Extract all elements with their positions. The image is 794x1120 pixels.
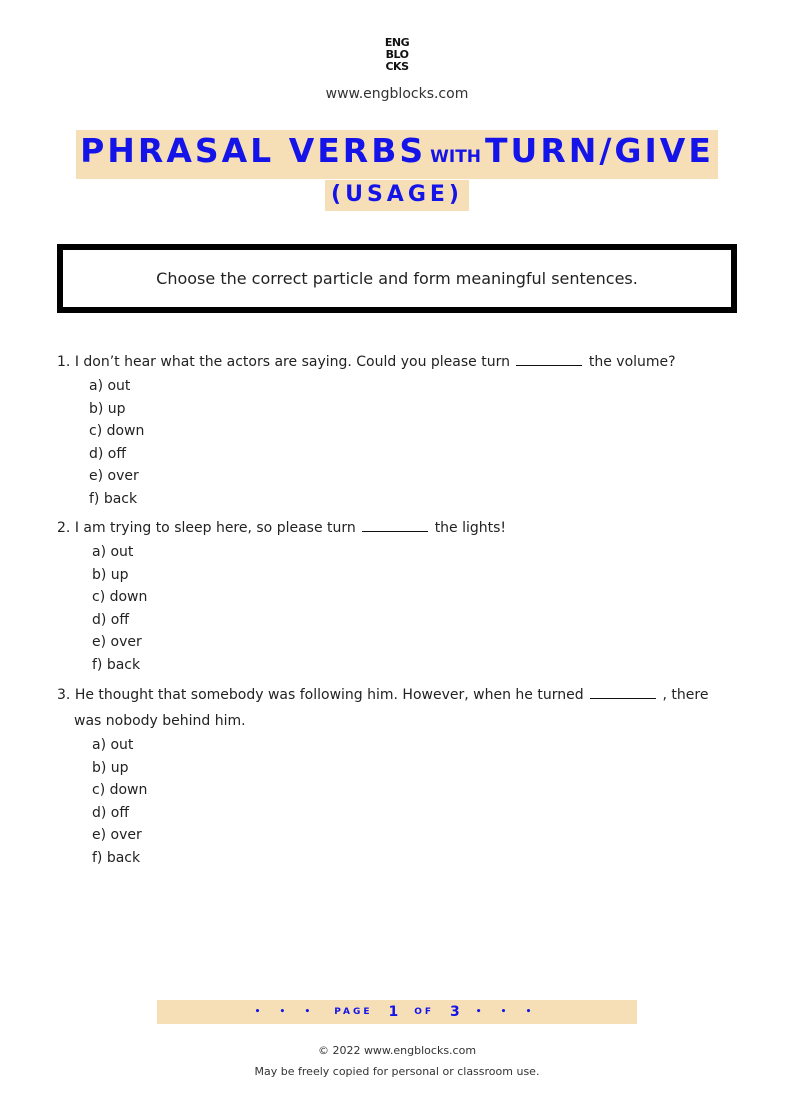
question-text — [57, 684, 747, 706]
options-list — [92, 734, 747, 870]
title-part2: TURN/GIVE — [485, 131, 714, 170]
footer-copyright: © 2022 www.engblocks.com — [317, 1044, 477, 1057]
option-e[interactable]: e) over — [92, 827, 142, 844]
option-d[interactable]: d) off — [89, 445, 127, 462]
question-text — [57, 517, 747, 539]
option-e[interactable]: e) over — [89, 468, 139, 485]
question-continuation: was nobody behind him. — [74, 713, 246, 729]
question-number: 2. — [57, 520, 71, 536]
option-e[interactable]: e) over — [92, 634, 142, 651]
logo-line: CKS — [385, 60, 409, 73]
title-with: WITH — [430, 147, 482, 167]
option-b[interactable]: b) up — [92, 566, 129, 583]
option-f[interactable]: f) back — [92, 849, 141, 866]
title-part1: PHRASAL VERBS — [80, 131, 427, 170]
answer-blank[interactable] — [516, 351, 582, 366]
site-url[interactable]: www.engblocks.com — [325, 86, 469, 102]
page-word: PAGE — [334, 1007, 373, 1017]
question-1 — [57, 351, 747, 511]
page-dots-right: • • • — [475, 1007, 540, 1017]
option-a[interactable]: a) out — [92, 737, 134, 753]
options-list — [92, 541, 747, 677]
option-b[interactable]: b) up — [92, 759, 129, 776]
question-2 — [57, 517, 747, 677]
question-3 — [57, 684, 747, 870]
option-c[interactable]: c) down — [92, 782, 148, 799]
instruction-text: Choose the correct particle and form meaningful sentences. — [156, 269, 638, 288]
option-f[interactable]: f) back — [92, 656, 141, 673]
option-c[interactable]: c) down — [92, 589, 148, 606]
question-text — [57, 351, 747, 373]
page-dots-left: • • • — [254, 1007, 319, 1017]
logo-line: ENG — [384, 36, 410, 49]
footer-license: May be freely copied for personal or classroom use. — [254, 1065, 540, 1078]
page-total: 3 — [450, 1004, 460, 1020]
option-f[interactable]: f) back — [89, 490, 138, 507]
option-c[interactable]: c) down — [89, 423, 145, 440]
question-before: I am trying to sleep here, so please turn — [74, 520, 356, 536]
answer-blank[interactable] — [362, 517, 428, 532]
worksheet-subtitle — [0, 180, 794, 211]
title-highlight — [76, 130, 718, 179]
question-after: the lights! — [434, 520, 507, 536]
option-d[interactable]: d) off — [92, 804, 130, 821]
option-a[interactable]: a) out — [92, 544, 134, 560]
instruction-box — [57, 244, 737, 313]
option-d[interactable]: d) off — [92, 611, 130, 628]
question-number: 3. — [57, 687, 71, 703]
option-b[interactable]: b) up — [89, 400, 126, 417]
answer-blank[interactable] — [590, 684, 656, 699]
option-a[interactable]: a) out — [89, 378, 131, 394]
worksheet-title — [0, 130, 794, 179]
question-number: 1. — [57, 354, 71, 370]
question-before: I don’t hear what the actors are saying. Could you please turn — [74, 354, 510, 370]
page-indicator — [157, 1000, 637, 1024]
page-current: 1 — [388, 1004, 399, 1020]
subtitle-highlight: (USAGE) — [325, 180, 469, 211]
question-after: the volume? — [588, 354, 676, 370]
of-word: OF — [414, 1007, 435, 1017]
options-list — [89, 375, 747, 511]
engblocks-logo — [0, 37, 794, 73]
question-after: , there — [662, 687, 709, 703]
logo-line: BLO — [385, 48, 409, 61]
question-before: He thought that somebody was following him. However, when he turned — [74, 687, 584, 703]
